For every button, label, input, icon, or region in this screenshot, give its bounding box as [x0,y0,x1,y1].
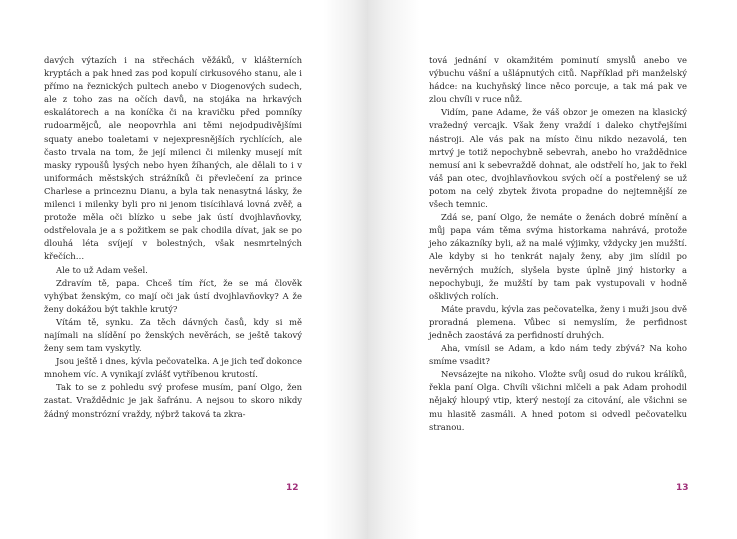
page-number: 13 [676,483,689,493]
paragraph: tová jednání v okamžitém pominutí smyslů anebo ve výbuchu vášní a ušlápnutých citů. Například při manželský hádce: na kuchyňský lince něco porcuje, a tak má pak ve zlou chvíli v ruce nůž. [429,55,687,105]
paragraph: davých výtazích i na střechách věžáků, v klášterních kryptách a pak hned zas pod kopulí cirkusového stanu, ale i přímo na řeznických pultech anebo v Diogenových sudech, ale z toho zas na očích davů, na stojáka na hrkavých eskalátorech a na koníčka či na kravičku před pomníky rudoarmějců, ale neopovrhla ani těmi nejodpudivějšími squaty anebo toaletami v nejexpresnějších rychlících, ale často trvala na tom, že její milenci či milenky musejí mít masky rypoušů lysých nebo hyen žíhaných, ale dělali to i v uniformách městských strážníků či převlečení za prince Charlese a princeznu Dianu, a byla tak nenasytná lásky, že milenci i milenky byli pro ni jenom tisícihlavá lovná zvěř, a protože měla oči blízko u sebe jak ústí dvojhlavňovky, odstřelovala je a s požitkem se pak chodila dívat, jak se po dlouhá léta svíjejí v bolestných, však nesmrtelných křečích… [44,55,302,262]
right-page [368,0,737,539]
left-page-text [44,54,302,421]
page-number: 12 [286,483,299,493]
paragraph: Nevsázejte na nikoho. Vložte svůj osud do rukou králíků, řekla paní Olga. Chvíli všichni mlčeli a pak Adam prohodil nějaký hloupý vtip, který nestojí za citování, ale všichni se mu hlasitě zasmáli. A hned potom si odvedl pečovatelku stranou. [429,369,687,432]
paragraph: Ale to už Adam vešel. [56,264,148,275]
right-page-text [429,54,687,434]
paragraph: Zdá se, paní Olgo, že nemáte o ženách dobré mínění a můj papa vám těma svýma historkama nahrává, protože jeho zákazníky byli, až na malé výjimky, vždycky jen mužští. Ale kdyby si ho tenkrát najaly ženy, aby jim slídil po nevěrných mužích, slyšela byste úplně jiný historky a nepochybuji, že mužští by tam pak vystupovali v hodně ošklivých rolích. [429,212,687,301]
paragraph: Jsou ještě i dnes, kývla pečovatelka. A je jich teď dokonce mnohem víc. A vynikají zvlášť vytříbenou krutostí. [44,356,302,380]
paragraph: Zdravím tě, papa. Chceš tím říct, že se má člověk vyhýbat ženským, co mají oči jak ústí dvojhlavňovky? A že ženy dokážou být takhle krutý? [44,277,302,314]
left-page [0,0,368,539]
paragraph: Máte pravdu, kývla zas pečovatelka, ženy i muži jsou dvě proradná plemena. Vůbec si nemyslím, že perfidnost jedněch zaostává za perfidností druhých. [429,303,687,340]
paragraph: Aha, vmísil se Adam, a kdo nám tedy zbývá? Na koho smíme vsadit? [429,343,687,367]
paragraph: Vítám tě, synku. Za těch dávných časů, kdy si mě najímali na slídění po ženských nevěrách, se ještě takový ženy sem tam vyskytly. [44,316,302,354]
paragraph: Tak to se z pohledu svý profese musím, paní Olgo, žen zastat. Vraždědnic je jak šafránu. A nejsou to skoro nikdy žádný monstrózní vraždy, nýbrž taková ta zkra- [44,382,302,419]
paragraph: Vidím, pane Adame, že váš obzor je omezen na klasický vražedný vercajk. Však ženy vraždí i daleko chytřejšími nástroji. Ale vás pak na místo činu nikdo nezavolá, ten mrtvý je totiž nepochybně sebevrah, anebo ho vraždědnice nemusí ani k sebevraždě dohnat, ale odstřelí ho, jak to řekl váš pan otec, dvojhlavňovkou svých očí a postřelený se už potom na celý zbytek života propadne do nejtemnější ze všech temnic. [429,107,687,210]
